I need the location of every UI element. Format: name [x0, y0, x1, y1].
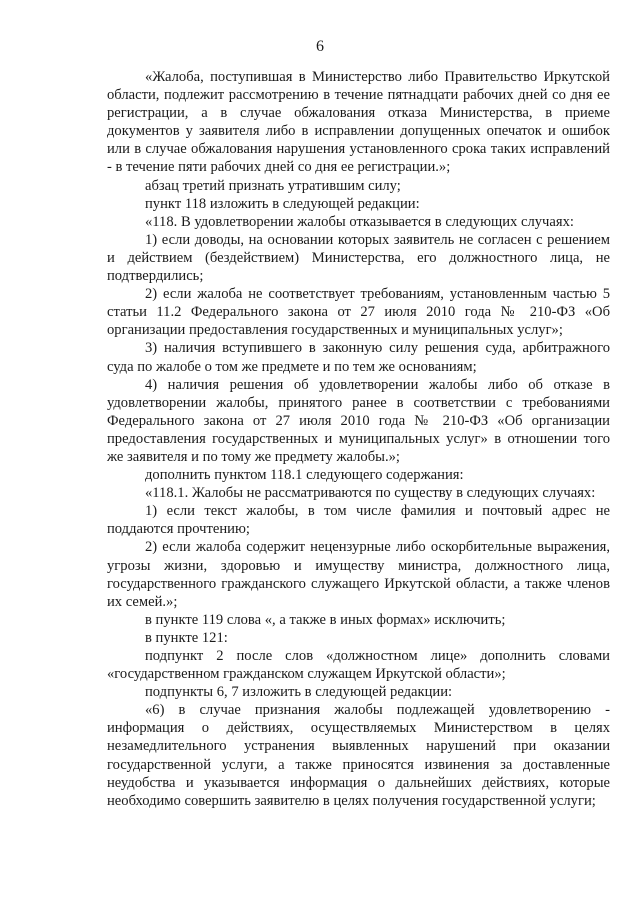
- paragraph-118-1-sub-2: 2) если жалоба содержит нецензурные либо оскорбительные выражения, угрозы жизни, здоровью и имуществу министра, должностного лица, государственного гражданского служащего Иркутской области, а также членов их семей.»;: [107, 539, 610, 610]
- paragraph-118-sub-2: 2) если жалоба не соответствует требованиям, установленным частью 5 статьи 11.2 Федерального закона от 27 июля 2010 года № 210-ФЗ «Об организации предоставления государственных и муниципальных услуг»;: [107, 286, 610, 339]
- paragraph-item-119: в пункте 119 слова «, а также в иных формах» исключить;: [145, 611, 506, 628]
- paragraph-118-sub-4: 4) наличия решения об удовлетворении жалобы либо об отказе в удовлетворении жалобы, принятого ранее в соответствии с требованиями Федерального закона от 27 июля 2010 года № 210-ФЗ «Об организации предоставления государственных и муниципальных услуг» в отношении того же заявителя и по тому же предмету жалобы.»;: [107, 376, 610, 465]
- paragraph-121-sub-6: «6) в случае признания жалобы подлежащей удовлетворению - информация о действиях, осуществляемых Министерством в целях незамедлительного устранения выявленных нарушений при оказании государственной услуги, а также приносятся извинения за доставленные неудобства и указывается информация о дальнейших действиях, которые необходимо совершить заявителю в целях получения государственной услуги;: [107, 702, 610, 809]
- paragraph-118-sub-1: 1) если доводы, на основании которых заявитель не согласен с решением и действием (бездействием) Министерства, его должностного лица, не подтвердились;: [107, 231, 610, 285]
- paragraph-121-sub-6-7-intro: подпункты 6, 7 изложить в следующей редакции:: [145, 684, 453, 701]
- paragraph-118-sub-3: 3) наличия вступившего в законную силу решения суда, арбитражного суда по жалобе о том же предмете и по тем же основаниям;: [107, 340, 610, 375]
- paragraph-118-1-sub-1: 1) если текст жалобы, в том числе фамилия и почтовый адрес не поддаются прочтению;: [107, 503, 610, 538]
- page-number: 6: [316, 38, 324, 55]
- paragraph-item-118-intro: пункт 118 изложить в следующей редакции:: [145, 195, 420, 212]
- paragraph-121-sub-2: подпункт 2 после слов «должностном лице» дополнить словами «государственном гражданском служащем Иркутской области»;: [107, 648, 610, 683]
- paragraph-complaint-deadline: «Жалоба, поступившая в Министерство либо Правительство Иркутской области, подлежит рассмотрению в течение пятнадцати рабочих дней со дня ее регистрации, а в случае обжалования отказа Министерства, в приеме документов у заявителя либо в исправлении допущенных опечаток и ошибок или в случае обжалования нарушения установленного срока таких исправлений - в течение пяти рабочих дней со дня ее регистрации.»;: [107, 69, 610, 176]
- paragraph-item-118-1-intro: дополнить пунктом 118.1 следующего содержания:: [145, 467, 464, 484]
- document-body: [107, 68, 610, 810]
- paragraph-item-118-1: «118.1. Жалобы не рассматриваются по существу в следующих случаях:: [145, 485, 596, 502]
- paragraph-item-118: «118. В удовлетворении жалобы отказывается в следующих случаях:: [145, 213, 574, 230]
- paragraph-item-121: в пункте 121:: [145, 629, 228, 646]
- paragraph-third-void: абзац третий признать утратившим силу;: [145, 177, 401, 194]
